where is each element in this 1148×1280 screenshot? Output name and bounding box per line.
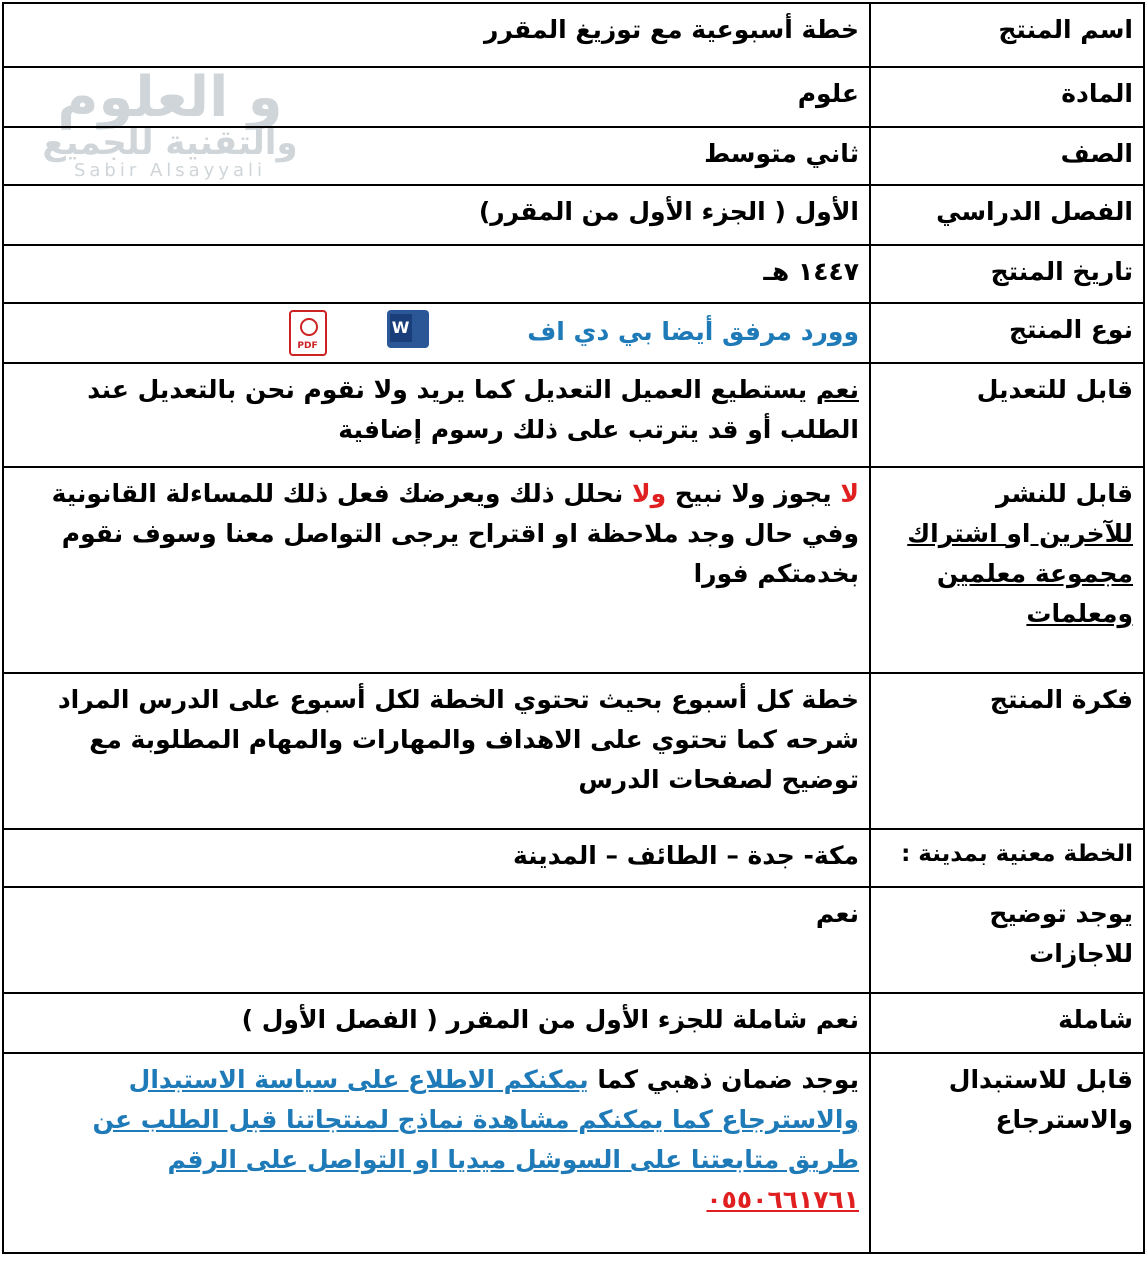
value-publishing-c: ولا — [631, 479, 667, 508]
label-publishing-d: اشتراك مجموعة معلمين ومعلمات — [907, 519, 1133, 628]
label-editable: قابل للتعديل — [870, 363, 1144, 467]
label-semester: الفصل الدراسي — [870, 185, 1144, 245]
value-publishing-b: يجوز ولا نبيح — [666, 479, 841, 508]
exchange-policy-link[interactable]: يمكنكم الاطلاع على سياسة الاستبدال والاسترجاع كما يمكنكم مشاهدة نماذج لمنتجاتنا قبل الطلب عن طريق متابعتنا على السوشل ميديا او التواصل على الرقم — [92, 1065, 859, 1174]
row-subject — [3, 67, 1144, 127]
label-answers: يوجد توضيح للاجازات — [870, 887, 1144, 993]
label-publishing-b: للآخرين — [1030, 519, 1133, 548]
label-publishing-c: او — [1006, 519, 1031, 548]
label-city: الخطة معنية بمدينة : — [870, 829, 1144, 887]
row-exchange — [3, 1053, 1144, 1253]
value-publishing-no: لا — [840, 479, 859, 508]
word-icon-letter: W — [390, 314, 412, 342]
pdf-icon — [289, 310, 327, 356]
label-publishing-a: قابل للنشر — [996, 479, 1133, 508]
value-grade: ثاني متوسط — [3, 127, 870, 185]
label-exchange: قابل للاستبدال والاسترجاع — [870, 1053, 1144, 1253]
file-icons — [289, 310, 429, 356]
row-type — [3, 303, 1144, 363]
value-comprehensive: نعم شاملة للجزء الأول من المقرر ( الفصل الأول ) — [3, 993, 870, 1053]
value-editable — [3, 363, 870, 467]
label-date: تاريخ المنتج — [870, 245, 1144, 303]
row-publishing — [3, 467, 1144, 673]
label-idea: فكرة المنتج — [870, 673, 1144, 829]
row-editable — [3, 363, 1144, 467]
row-answers — [3, 887, 1144, 993]
value-city: مكة- جدة – الطائف – المدينة — [3, 829, 870, 887]
value-semester: الأول ( الجزء الأول من المقرر) — [3, 185, 870, 245]
value-publishing-d: نحلل ذلك ويعرضك فعل ذلك للمساءلة القانونية وفي حال وجد ملاحظة او اقتراح يرجى التواصل معنا وسوف نقوم بخدمتكم فورا — [51, 479, 859, 588]
label-publishing — [870, 467, 1144, 673]
value-subject: علوم — [3, 67, 870, 127]
pdf-icon-text: PDF — [297, 341, 318, 351]
value-idea: خطة كل أسبوع بحيث تحتوي الخطة لكل أسبوع على الدرس المراد شرحه كما تحتوي على الاهداف والمهارات والمهام المطلوبة مع توضيح لصفحات الدرس — [3, 673, 870, 829]
row-city — [3, 829, 1144, 887]
label-subject: المادة — [870, 67, 1144, 127]
word-icon — [387, 310, 429, 348]
label-product-name: اسم المنتج — [870, 3, 1144, 67]
value-editable-yes: نعم — [815, 375, 859, 404]
value-exchange — [3, 1053, 870, 1253]
value-publishing — [3, 467, 870, 673]
value-type-cell — [3, 303, 870, 363]
label-comprehensive: شاملة — [870, 993, 1144, 1053]
value-exchange-a: يوجد ضمان ذهبي كما — [588, 1065, 859, 1094]
row-semester — [3, 185, 1144, 245]
row-comprehensive — [3, 993, 1144, 1053]
row-grade — [3, 127, 1144, 185]
value-editable-text: يستطيع العميل التعديل كما يريد ولا نقوم نحن بالتعديل عند الطلب أو قد يترتب على ذلك رسوم إضافية — [87, 375, 859, 444]
row-product-name — [3, 3, 1144, 67]
watermark-author: Sabir Alsayyali — [73, 160, 267, 181]
watermark-subtitle: والتقنية للجميع — [42, 123, 298, 163]
row-date — [3, 245, 1144, 303]
value-type: وورد مرفق أيضا بي دي اف — [527, 317, 859, 346]
watermark-title: و العلوم — [57, 65, 283, 130]
label-grade: الصف — [870, 127, 1144, 185]
row-idea — [3, 673, 1144, 829]
product-spec-table — [2, 2, 1145, 1254]
phone-number[interactable]: ٠٥٥٠٦٦١٧٦١ — [706, 1185, 859, 1214]
label-type: نوع المنتج — [870, 303, 1144, 363]
value-date: ١٤٤٧ هـ — [3, 245, 870, 303]
value-product-name: خطة أسبوعية مع توزيغ المقرر — [3, 3, 870, 67]
value-answers: نعم — [3, 887, 870, 993]
